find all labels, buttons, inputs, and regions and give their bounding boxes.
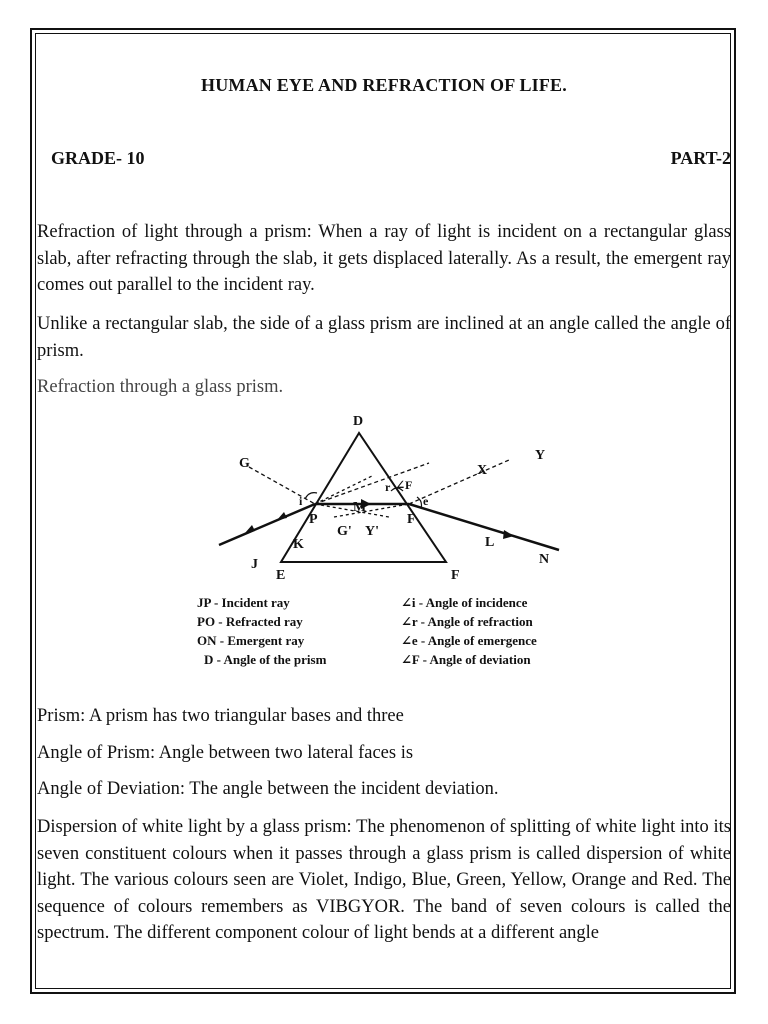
legend-left-3: ON - Emergent ray [197,633,305,648]
incident-extension [315,504,389,517]
legend-right-2: ∠r - Angle of refraction [401,614,533,629]
label-j: J [251,557,258,572]
label-f-point: F [407,512,416,527]
label-f: F [451,568,460,583]
diagram-caption: Refraction through a glass prism. [37,377,284,397]
part-label: PART-2 [670,148,731,168]
paragraph-glass-prism: Unlike a rectangular slab, the side of a glass prism are inclined at an angle called the angle of prism. [37,314,731,361]
emergent-extension [334,504,409,517]
paragraph-dispersion: Dispersion of white light by a glass prism: The phenomenon of splitting of white light into its seven constituent colours when it passes through a glass prism is called dispersion of white light. The various colours seen are Violet, Indigo, Blue, Green, Yellow, Orange and Red. The sequence of colours remembers as VIBGYOR. The band of seven colours is called the spectrum. The different component colour of light bends at a different angle [37,817,731,943]
label-y: Y [535,448,546,463]
prism-diagram [159,405,599,670]
label-r: r [385,480,391,494]
legend-right-1: ∠i - Angle of incidence [401,595,528,610]
label-g: G [239,456,250,471]
label-p: P [309,512,318,527]
paragraph-angle-of-prism: Angle of Prism: Angle between two lateral faces is [37,743,414,763]
page-title: HUMAN EYE AND REFRACTION OF LIFE. [201,75,567,95]
paragraph-refraction-prism: Refraction of light through a prism: When a ray of light is incident on a rectangular glass slab, after refracting through the slab, it gets displaced laterally. As a result, the emergent ray comes out parallel to the incident ray. [37,222,731,295]
prism-diagram-svg [159,405,599,670]
angle-arc-i [305,493,317,499]
label-angle-f: ∠F [395,478,413,492]
arrow-head-incident-2 [277,512,287,520]
grade-label: GRADE- 10 [51,148,145,168]
legend-left-4: D - Angle of the prism [204,652,327,667]
label-m: M [353,500,367,515]
legend-right-4: ∠F - Angle of deviation [401,652,531,667]
label-e: E [276,568,286,583]
label-n: N [539,552,550,567]
legend-right-3: ∠e - Angle of emergence [401,633,537,648]
label-k: K [293,537,304,552]
label-d: D [353,414,364,429]
emergent-ray [409,504,559,550]
label-e-angle: e [423,494,429,508]
arrow-head-incident [245,525,255,533]
legend-left-1: JP - Incident ray [197,595,290,610]
legend-left-2: PO - Refracted ray [197,614,303,629]
label-l: L [485,535,495,550]
label-x: X [477,463,488,478]
label-i: i [299,494,303,508]
label-y-prime: Y' [365,524,379,539]
paragraph-angle-of-deviation: Angle of Deviation: The angle between the incident deviation. [37,779,499,799]
label-g-prime: G' [337,524,352,539]
paragraph-prism-definition: Prism: A prism has two triangular bases and three [37,706,404,726]
